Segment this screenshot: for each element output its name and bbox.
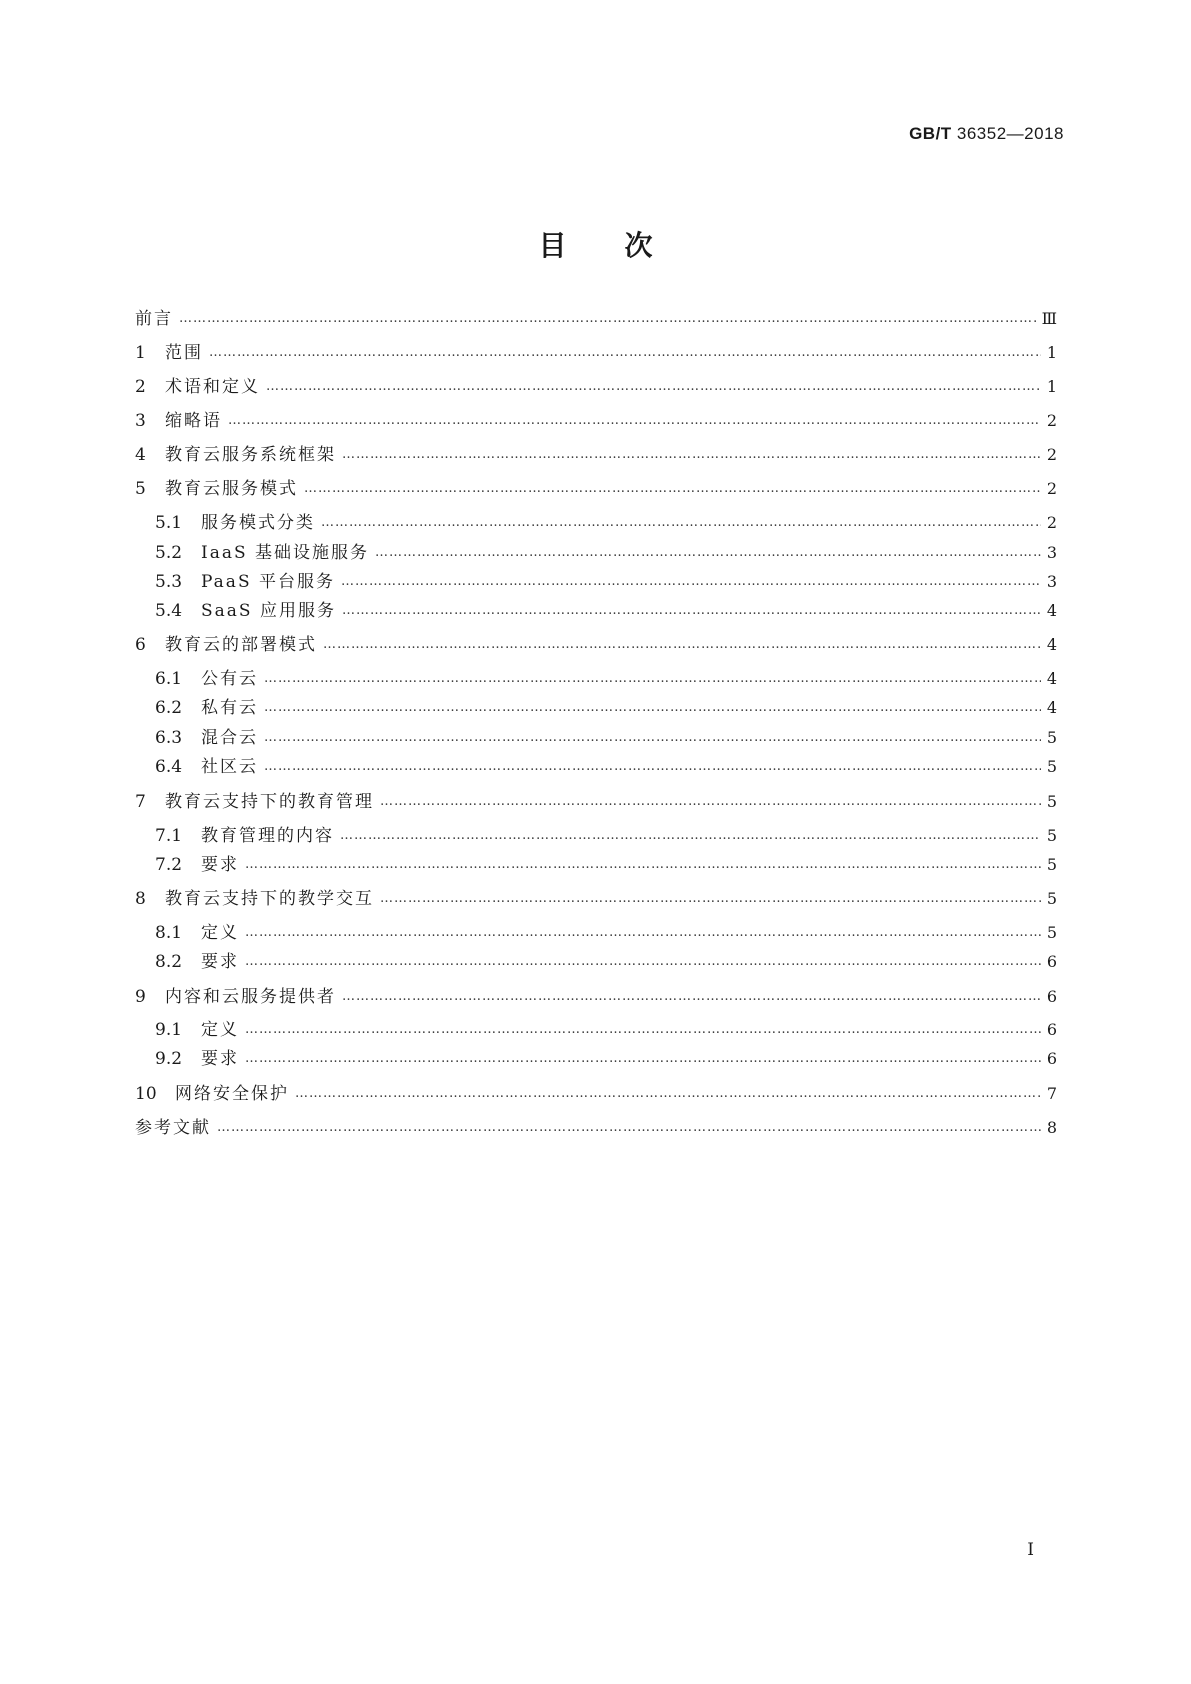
toc-dot-leader xyxy=(264,669,1041,689)
toc-dot-leader xyxy=(266,377,1041,397)
toc-entry-title: 范围 xyxy=(165,343,203,363)
toc-dot-leader xyxy=(245,923,1041,943)
toc-entry[interactable] xyxy=(135,439,1057,465)
toc-dot-leader xyxy=(341,572,1041,592)
toc-entry-title: IaaS 基础设施服务 xyxy=(201,543,370,563)
toc-entry[interactable] xyxy=(155,1014,1057,1040)
toc-entry-title: 教育云服务系统框架 xyxy=(165,445,336,465)
toc-entry-title: 教育管理的内容 xyxy=(201,826,334,846)
toc-entry-page: 2 xyxy=(1046,445,1057,464)
toc-entry-number: 6.1 xyxy=(155,669,183,689)
toc-dot-leader xyxy=(340,826,1041,846)
toc-entry-page: 7 xyxy=(1046,1084,1057,1103)
toc-entry-number: 6 xyxy=(135,635,146,655)
toc-entry-title: 要求 xyxy=(201,855,239,875)
toc-entry-title: 前言 xyxy=(135,309,173,329)
toc-entry-page: 4 xyxy=(1046,635,1057,654)
toc-entry[interactable] xyxy=(135,981,1057,1007)
toc-entry-title: PaaS 平台服务 xyxy=(201,572,335,592)
toc-entry-number: 9.2 xyxy=(155,1049,183,1069)
toc-entry[interactable] xyxy=(155,751,1057,777)
toc-entry-number: 5.1 xyxy=(155,513,183,533)
toc-entry-number: 5.3 xyxy=(155,572,183,592)
toc-entry-title: 教育云支持下的教育管理 xyxy=(165,792,374,812)
toc-entry-page: 5 xyxy=(1046,855,1057,874)
toc-entry-page: 6 xyxy=(1046,1020,1057,1039)
toc-entry-number: 9 xyxy=(135,987,146,1007)
toc-entry-title: 要求 xyxy=(201,952,239,972)
toc-dot-leader xyxy=(209,343,1041,363)
toc-entry-number: 10 xyxy=(135,1084,157,1104)
toc-entry-title: 内容和云服务提供者 xyxy=(165,987,336,1007)
toc-dot-leader xyxy=(264,698,1041,718)
toc-entry-title: 公有云 xyxy=(201,669,258,689)
toc-entry[interactable] xyxy=(155,946,1057,972)
toc-entry-title: SaaS 应用服务 xyxy=(201,601,336,621)
toc-entry[interactable] xyxy=(135,786,1057,812)
toc-dot-leader xyxy=(323,635,1041,655)
toc-entry-title: 私有云 xyxy=(201,698,258,718)
toc-entry-page: 6 xyxy=(1046,987,1057,1006)
standard-code xyxy=(909,124,1064,144)
standard-code-number: 36352—2018 xyxy=(951,124,1064,143)
toc-entry-title: 教育云的部署模式 xyxy=(165,635,317,655)
page-title: 目次 xyxy=(538,229,711,262)
toc-entry-number: 8.1 xyxy=(155,923,183,943)
toc-entry-number: 2 xyxy=(135,377,146,397)
toc-entry[interactable] xyxy=(135,337,1057,363)
toc-entry[interactable] xyxy=(135,473,1057,499)
toc-dot-leader xyxy=(342,445,1041,465)
toc-entry[interactable] xyxy=(155,722,1057,748)
toc-dot-leader xyxy=(304,479,1041,499)
toc-entry[interactable] xyxy=(135,303,1057,329)
toc-entry-page: 8 xyxy=(1046,1118,1057,1137)
toc-entry-page: Ⅲ xyxy=(1041,309,1057,328)
toc-entry-page: 3 xyxy=(1046,572,1057,591)
toc-entry-number: 7 xyxy=(135,792,146,812)
toc-entry-page: 4 xyxy=(1046,601,1057,620)
toc-entry-page: 2 xyxy=(1046,479,1057,498)
toc-entry-number: 8.2 xyxy=(155,952,183,972)
toc-entry[interactable] xyxy=(155,507,1057,533)
toc-dot-leader xyxy=(228,411,1041,431)
toc-entry-number: 8 xyxy=(135,889,146,909)
toc-entry[interactable] xyxy=(155,692,1057,718)
toc-entry[interactable] xyxy=(155,849,1057,875)
standard-code-prefix: GB/T xyxy=(909,124,952,143)
toc-entry-number: 7.1 xyxy=(155,826,183,846)
toc-entry-number: 5 xyxy=(135,479,146,499)
toc-dot-leader xyxy=(321,513,1041,533)
toc-entry-page: 1 xyxy=(1046,377,1057,396)
toc-entry-title: 混合云 xyxy=(201,728,258,748)
toc-dot-leader xyxy=(245,855,1041,875)
toc-dot-leader xyxy=(264,757,1041,777)
toc-entry-page: 5 xyxy=(1046,728,1057,747)
toc-entry[interactable] xyxy=(135,371,1057,397)
toc-entry-number: 1 xyxy=(135,343,146,363)
toc-entry[interactable] xyxy=(155,917,1057,943)
toc-dot-leader xyxy=(380,889,1041,909)
toc-entry-number: 6.2 xyxy=(155,698,183,718)
toc-entry-number: 3 xyxy=(135,411,146,431)
toc-entry-title: 服务模式分类 xyxy=(201,513,315,533)
toc-entry[interactable] xyxy=(155,663,1057,689)
toc-entry-number: 4 xyxy=(135,445,146,465)
toc-entry-title: 教育云支持下的教学交互 xyxy=(165,889,374,909)
toc-entry-page: 5 xyxy=(1046,923,1057,942)
toc-entry[interactable] xyxy=(155,566,1057,592)
toc-dot-leader xyxy=(245,1020,1041,1040)
toc-entry-number: 5.2 xyxy=(155,543,183,563)
toc-dot-leader xyxy=(245,1049,1041,1069)
toc-entry-title: 缩略语 xyxy=(165,411,222,431)
toc-dot-leader xyxy=(342,987,1041,1007)
toc-dot-leader xyxy=(295,1084,1041,1104)
toc-entry-page: 2 xyxy=(1046,513,1057,532)
toc-entry-page: 2 xyxy=(1046,411,1057,430)
toc-entry-title: 社区云 xyxy=(201,757,258,777)
toc-entry-page: 4 xyxy=(1046,698,1057,717)
toc-dot-leader xyxy=(342,601,1041,621)
toc-entry-page: 6 xyxy=(1046,1049,1057,1068)
toc-entry-title: 参考文献 xyxy=(135,1118,211,1138)
toc-entry-page: 3 xyxy=(1046,543,1057,562)
toc-entry-title: 定义 xyxy=(201,923,239,943)
toc-entry-title: 教育云服务模式 xyxy=(165,479,298,499)
toc-entry-title: 定义 xyxy=(201,1020,239,1040)
toc-entry-number: 9.1 xyxy=(155,1020,183,1040)
toc-entry[interactable] xyxy=(155,595,1057,621)
toc-dot-leader xyxy=(375,543,1041,563)
toc-entry-page: 5 xyxy=(1046,889,1057,908)
toc-entry[interactable] xyxy=(135,883,1057,909)
toc-dot-leader xyxy=(380,792,1041,812)
toc-entry[interactable] xyxy=(155,1043,1057,1069)
toc-dot-leader xyxy=(179,309,1038,329)
toc-entry-page: 6 xyxy=(1046,952,1057,971)
toc-entry-number: 7.2 xyxy=(155,855,183,875)
toc-entry-number: 6.3 xyxy=(155,728,183,748)
toc-dot-leader xyxy=(245,952,1041,972)
page-number: I xyxy=(1027,1540,1034,1560)
toc-entry-page: 5 xyxy=(1046,792,1057,811)
toc-entry[interactable] xyxy=(135,1112,1057,1138)
toc-entry-number: 5.4 xyxy=(155,601,183,621)
toc-entry[interactable] xyxy=(155,820,1057,846)
toc-entry-page: 5 xyxy=(1046,757,1057,776)
toc-entry[interactable] xyxy=(135,405,1057,431)
toc-dot-leader xyxy=(217,1118,1041,1138)
toc-entry-number: 6.4 xyxy=(155,757,183,777)
toc-entry-page: 4 xyxy=(1046,669,1057,688)
toc-entry-title: 要求 xyxy=(201,1049,239,1069)
toc-entry-page: 1 xyxy=(1046,343,1057,362)
toc-entry-title: 网络安全保护 xyxy=(175,1084,289,1104)
toc-entry[interactable] xyxy=(135,629,1057,655)
toc-entry-title: 术语和定义 xyxy=(165,377,260,397)
toc-entry[interactable] xyxy=(155,537,1057,563)
toc-entry[interactable] xyxy=(135,1078,1057,1104)
toc-entry-page: 5 xyxy=(1046,826,1057,845)
toc-dot-leader xyxy=(264,728,1041,748)
